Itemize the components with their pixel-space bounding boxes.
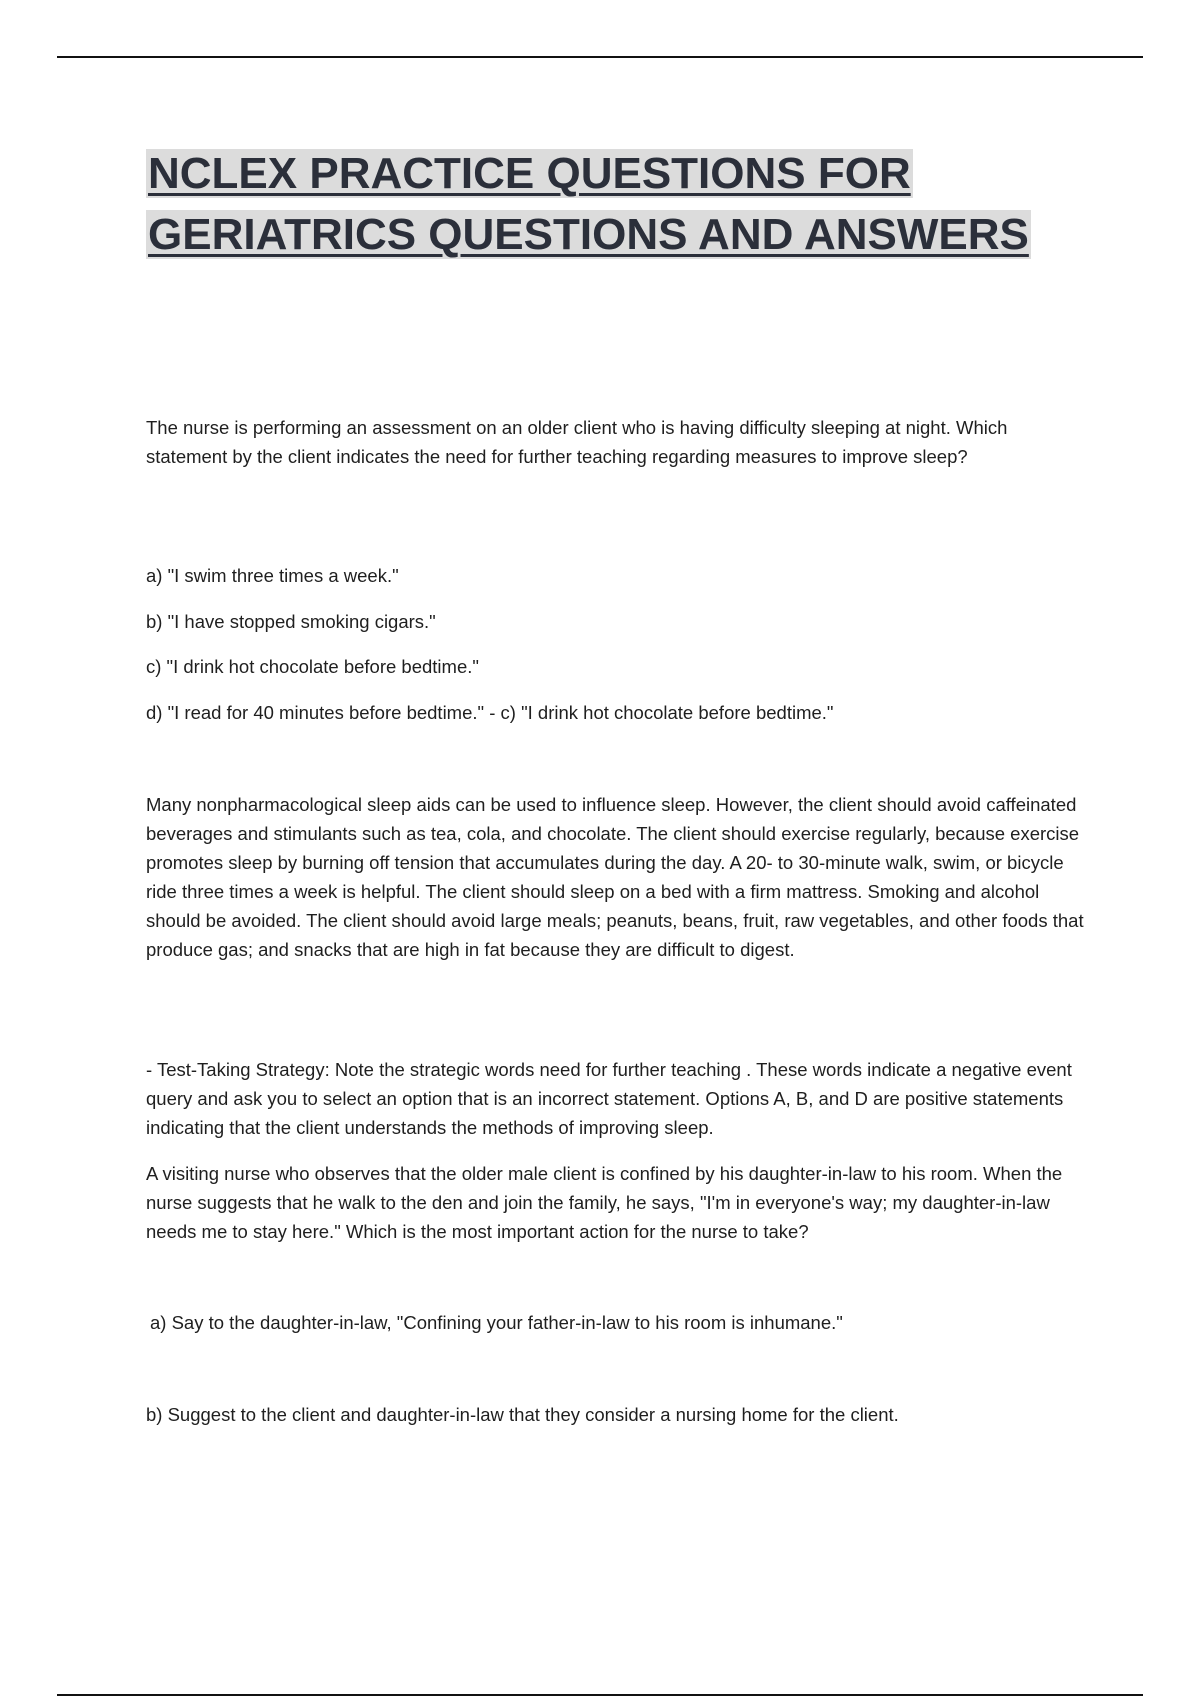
question-1-option-a: a) "I swim three times a week." [146, 565, 399, 586]
question-2-option-b: b) Suggest to the client and daughter-in-law that they consider a nursing home for the client. [146, 1404, 899, 1425]
top-rule [57, 56, 1143, 58]
question-2-stem: A visiting nurse who observes that the older male client is confined by his daughter-in-law to his room. When the nurse suggests that he walk to the den and join the family, he says, "I'm in everyone's way; my daughter-in-law needs me to stay here." Which is the most important action for the nurse to take? [146, 1163, 1063, 1242]
document-title-text: NCLEX PRACTICE QUESTIONS FOR GERIATRICS QUESTIONS AND ANSWERS [148, 149, 1029, 259]
question-1-option-b: b) "I have stopped smoking cigars." [146, 611, 436, 632]
question-1-option-d-answer: d) "I read for 40 minutes before bedtime." - c) "I drink hot chocolate before bedtime." [146, 702, 834, 723]
question-1-option-c: c) "I drink hot chocolate before bedtime." [146, 656, 479, 677]
document-title [146, 143, 1046, 265]
question-1-stem: The nurse is performing an assessment on an older client who is having difficulty sleeping at night. Which statement by the client indicates the need for further teaching regarding measures to improve sleep? [146, 417, 1008, 467]
question-1-test-taking-strategy: - Test-Taking Strategy: Note the strategic words need for further teaching . These words indicate a negative event query and ask you to select an option that is an incorrect statement. Options A, B, and D are positive statements indicating that the client understands the methods of improving sleep. [146, 1059, 1072, 1138]
question-2-option-a: a) Say to the daughter-in-law, "Confining your father-in-law to his room is inhumane." [150, 1312, 843, 1333]
question-1-rationale: Many nonpharmacological sleep aids can be used to influence sleep. However, the client should avoid caffeinated beverages and stimulants such as tea, cola, and chocolate. The client should exercise regularly, because exercise promotes sleep by burning off tension that accumulates during the day. A 20- to 30-minute walk, swim, or bicycle ride three times a week is helpful. The client should sleep on a bed with a firm mattress. Smoking and alcohol should be avoided. The client should avoid large meals; peanuts, beans, fruit, raw vegetables, and other foods that produce gas; and snacks that are high in fat because they are difficult to digest. [146, 794, 1084, 960]
bottom-rule [57, 1694, 1143, 1696]
